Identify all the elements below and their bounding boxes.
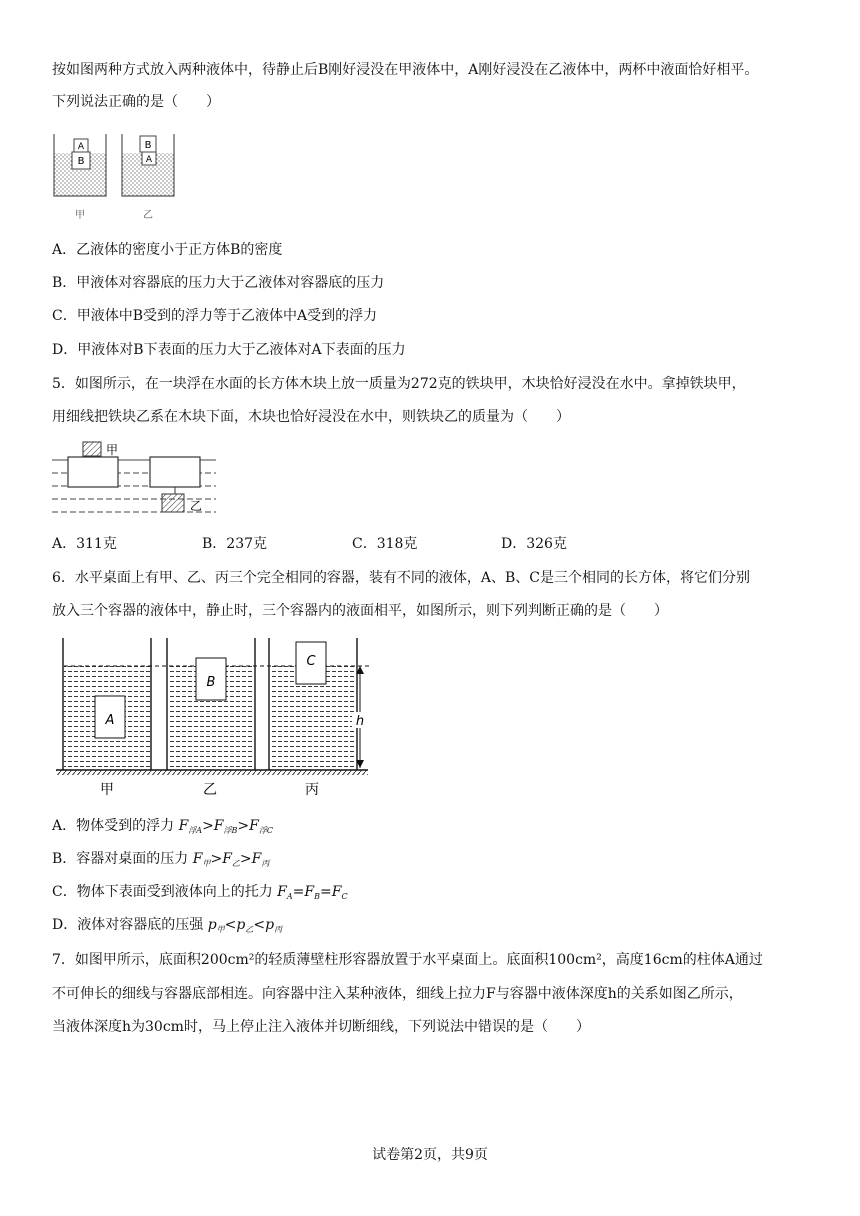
q4-block-b2-label: B bbox=[144, 140, 152, 151]
q5-stem-line-2: 用细线把铁块乙系在木块下面，木块也恰好浸没在水中，则铁块乙的质量为（ ） bbox=[52, 409, 570, 425]
q6-option-c-expr: $F_A=F_B=F_C$ bbox=[277, 884, 348, 901]
q6-option-a-text: A．物体受到的浮力 bbox=[52, 818, 175, 834]
q6-h-label: h bbox=[355, 714, 365, 729]
q4-label-yi: 乙 bbox=[143, 210, 153, 221]
q6-option-a-expr: $F_{浮A}>F_{浮B}>F_{浮C}$ bbox=[178, 818, 273, 835]
q6-option-c-text: C．物体下表面受到液体向上的托力 bbox=[52, 884, 273, 900]
q6-option-d-expr: $p_甲<p_乙<p_丙$ bbox=[207, 917, 283, 934]
q4-block-b-label: B bbox=[77, 156, 85, 167]
q4-option-a: A．乙液体的密度小于正方体B的密度 bbox=[52, 242, 283, 258]
q6-option-c bbox=[52, 882, 348, 907]
q7-stem-line-3: 当液体深度h为30cm时，马上停止注入液体并切断细线，下列说法中错误的是（ ） bbox=[52, 1019, 590, 1035]
q6-label-yi: 乙 bbox=[203, 782, 217, 798]
q4-block-a-label: A bbox=[77, 142, 85, 152]
q4-option-d: D．甲液体对B下表面的压力大于乙液体对A下表面的压力 bbox=[52, 342, 406, 358]
q6-figure bbox=[50, 634, 375, 800]
q7-stem-line-2: 不可伸长的细线与容器底部相连。向容器中注入某种液体，细线上拉力F与容器中液体深度h的关系如图乙所示， bbox=[52, 986, 743, 1002]
q5-option-c: C．318克 bbox=[352, 536, 418, 552]
q4-block-a2-label: A bbox=[145, 155, 153, 165]
q5-figure bbox=[50, 440, 220, 520]
q6-block-a-label: A bbox=[105, 713, 115, 728]
q6-option-d-text: D．液体对容器底的压强 bbox=[52, 917, 204, 933]
q5-option-a: A．311克 bbox=[52, 536, 117, 552]
q7-stem-line-1: 7．如图甲所示，底面积200cm²的轻质薄壁柱形容器放置于水平桌面上。底面积100cm²，高度16cm的柱体A通过 bbox=[52, 952, 763, 968]
q6-label-jia: 甲 bbox=[100, 782, 114, 798]
q6-label-bing: 丙 bbox=[305, 782, 319, 798]
q5-stem-line-1: 5．如图所示，在一块浮在水面的长方体木块上放一质量为272克的铁块甲，木块恰好浸没在水中。拿掉铁块甲， bbox=[52, 376, 746, 392]
q4-option-c: C．甲液体中B受到的浮力等于乙液体中A受到的浮力 bbox=[52, 308, 378, 324]
q6-stem-line-1: 6．水平桌面上有甲、乙、丙三个完全相同的容器，装有不同的液体，A、B、C是三个相同的长方体，将它们分别 bbox=[52, 570, 751, 586]
q4-option-b: B．甲液体对容器底的压力大于乙液体对容器底的压力 bbox=[52, 275, 385, 291]
q6-stem-line-2: 放入三个容器的液体中，静止时，三个容器内的液面相平，如图所示，则下列判断正确的是（ ） bbox=[52, 603, 668, 619]
q5-label-yi: 乙 bbox=[189, 499, 203, 513]
q4-label-jia: 甲 bbox=[75, 210, 85, 221]
q6-option-b-expr: $F_甲>F_乙>F_丙$ bbox=[192, 851, 270, 868]
q4-stem-line-2: 下列说法正确的是（ ） bbox=[52, 94, 220, 110]
q5-label-jia: 甲 bbox=[105, 443, 119, 457]
q4-stem-line-1: 按如图两种方式放入两种液体中，待静止后B刚好浸没在甲液体中，A刚好浸没在乙液体中，两杯中液面恰好相平。 bbox=[52, 62, 759, 78]
q4-figure bbox=[50, 128, 180, 224]
q6-block-b-label: B bbox=[206, 675, 216, 690]
q5-option-b: B．237克 bbox=[202, 536, 268, 552]
q6-option-a bbox=[52, 816, 273, 841]
q6-block-c-label: C bbox=[306, 654, 316, 669]
q6-option-d bbox=[52, 915, 282, 940]
q6-option-b-text: B．容器对桌面的压力 bbox=[52, 851, 189, 867]
page-footer: 试卷第2页，共9页 bbox=[372, 1147, 488, 1163]
q5-option-d: D．326克 bbox=[501, 536, 567, 552]
q6-option-b bbox=[52, 849, 269, 874]
